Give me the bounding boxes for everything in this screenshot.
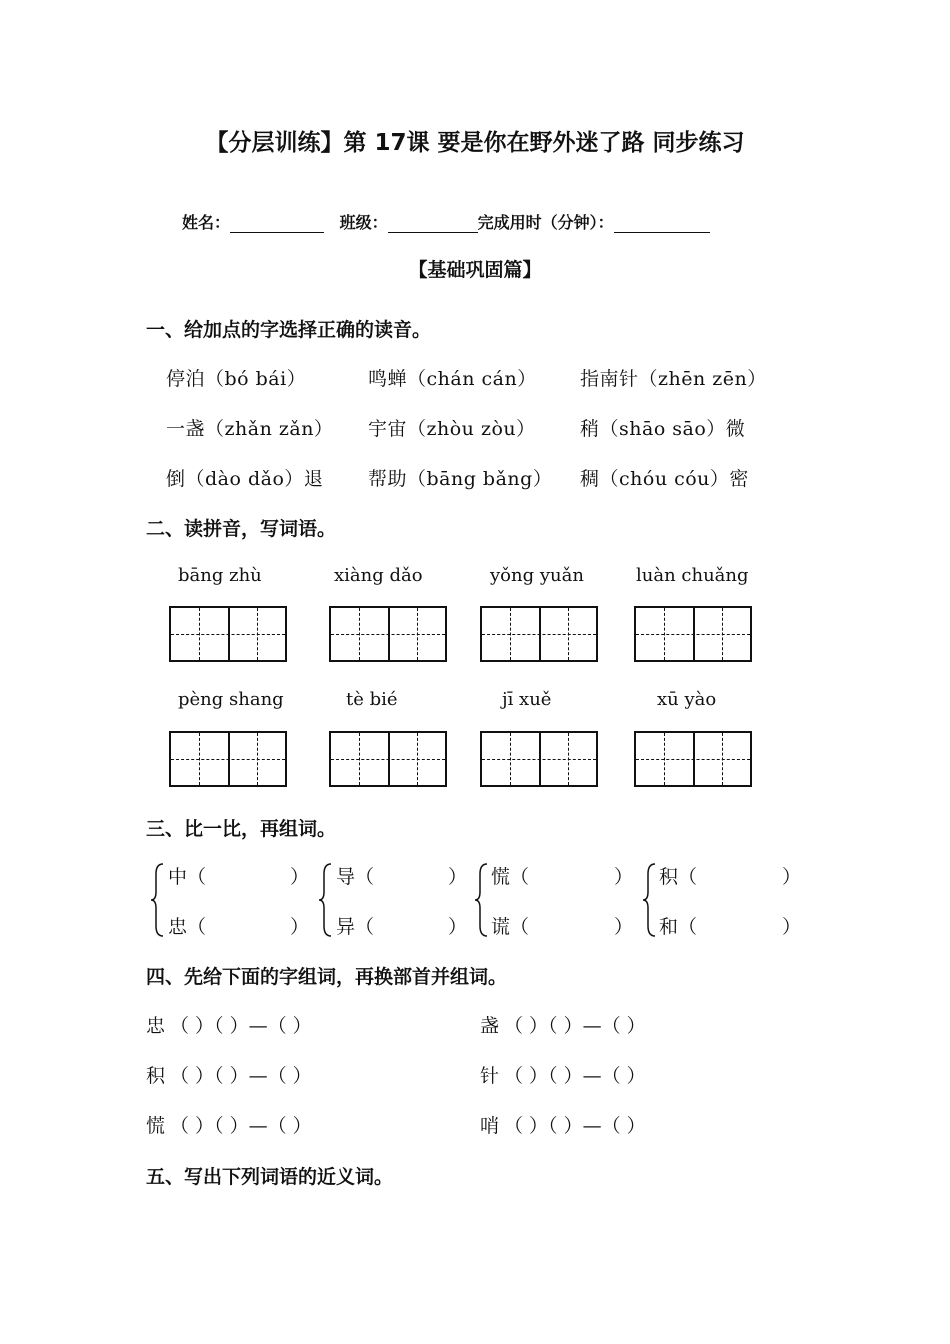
radical-char: 盏 xyxy=(480,1015,500,1037)
name-blank[interactable] xyxy=(230,214,324,233)
q1-item: 一盏（zhǎn zǎn） xyxy=(166,418,334,440)
section3-heading: 三、比一比，再组词。 xyxy=(146,818,337,840)
writing-grid[interactable] xyxy=(480,731,598,787)
compare-item: 中（ xyxy=(168,866,207,888)
radical-char: 哨 xyxy=(480,1115,500,1137)
q1-item: 倒（dào dǎo）退 xyxy=(166,468,324,490)
compare-item: 导（ xyxy=(336,866,375,888)
student-info-line xyxy=(182,210,710,233)
writing-grid[interactable] xyxy=(634,731,752,787)
section-subtitle: 【基础巩固篇】 xyxy=(408,259,542,281)
radical-blanks: （ ）（ ）—（ ） xyxy=(170,1065,312,1087)
compare-item: 谎（ xyxy=(491,916,530,938)
section4-heading: 四、先给下面的字组词，再换部首并组词。 xyxy=(146,966,508,988)
writing-grid[interactable] xyxy=(169,606,287,662)
paren-close: ） xyxy=(448,866,468,888)
writing-grid[interactable] xyxy=(480,606,598,662)
radical-blanks: （ ）（ ）—（ ） xyxy=(170,1115,312,1137)
writing-grid[interactable] xyxy=(169,731,287,787)
class-label: 班级： xyxy=(339,213,388,232)
q1-item: 宇宙（zhòu zòu） xyxy=(368,418,536,440)
radical-blanks: （ ）（ ）—（ ） xyxy=(504,1115,646,1137)
q1-item: 鸣蝉（chán cán） xyxy=(368,368,537,390)
radical-blanks: （ ）（ ）—（ ） xyxy=(170,1015,312,1037)
pinyin-label: jī xuě xyxy=(502,689,552,710)
brace-icon xyxy=(642,862,658,938)
pinyin-label: tè bié xyxy=(346,689,398,710)
brace-icon xyxy=(474,862,490,938)
pinyin-label: xū yào xyxy=(657,689,717,710)
paren-close: ） xyxy=(782,916,802,938)
radical-char: 针 xyxy=(480,1065,500,1087)
paren-close: ） xyxy=(448,916,468,938)
pinyin-label: bāng zhù xyxy=(178,565,262,586)
writing-grid[interactable] xyxy=(329,606,447,662)
radical-char: 积 xyxy=(146,1065,166,1087)
pinyin-label: yǒng yuǎn xyxy=(490,565,584,586)
q1-item: 稍（shāo sāo）微 xyxy=(580,418,746,440)
name-label: 姓名： xyxy=(182,213,231,232)
section5-heading: 五、写出下列词语的近义词。 xyxy=(146,1166,394,1188)
class-blank[interactable] xyxy=(388,214,478,233)
compare-item: 和（ xyxy=(659,916,698,938)
q1-item: 停泊（bó bái） xyxy=(166,368,307,390)
radical-char: 慌 xyxy=(146,1115,166,1137)
radical-char: 忠 xyxy=(146,1015,166,1037)
brace-icon xyxy=(318,862,334,938)
time-blank[interactable] xyxy=(614,214,710,233)
paren-close: ） xyxy=(290,916,310,938)
brace-icon xyxy=(150,862,166,938)
compare-item: 慌（ xyxy=(491,866,530,888)
compare-item: 积（ xyxy=(659,866,698,888)
q1-item: 帮助（bāng bǎng） xyxy=(368,468,553,490)
paren-close: ） xyxy=(614,866,634,888)
pinyin-label: luàn chuǎng xyxy=(636,565,749,586)
q1-item: 稠（chóu cóu）密 xyxy=(580,468,749,490)
pinyin-label: xiàng dǎo xyxy=(334,565,423,586)
radical-blanks: （ ）（ ）—（ ） xyxy=(504,1065,646,1087)
paren-close: ） xyxy=(782,866,802,888)
time-label: 完成用时（分钟）： xyxy=(477,213,614,232)
writing-grid[interactable] xyxy=(329,731,447,787)
q1-item: 指南针（zhēn zēn） xyxy=(580,368,767,390)
paren-close: ） xyxy=(290,866,310,888)
section1-heading: 一、给加点的字选择正确的读音。 xyxy=(146,319,432,341)
writing-grid[interactable] xyxy=(634,606,752,662)
section2-heading: 二、读拼音，写词语。 xyxy=(146,518,337,540)
compare-item: 异（ xyxy=(336,916,375,938)
pinyin-label: pèng shang xyxy=(178,689,284,710)
page-title: 【分层训练】第 17课 要是你在野外迷了路 同步练习 xyxy=(205,130,745,156)
compare-item: 忠（ xyxy=(168,916,207,938)
radical-blanks: （ ）（ ）—（ ） xyxy=(504,1015,646,1037)
paren-close: ） xyxy=(614,916,634,938)
